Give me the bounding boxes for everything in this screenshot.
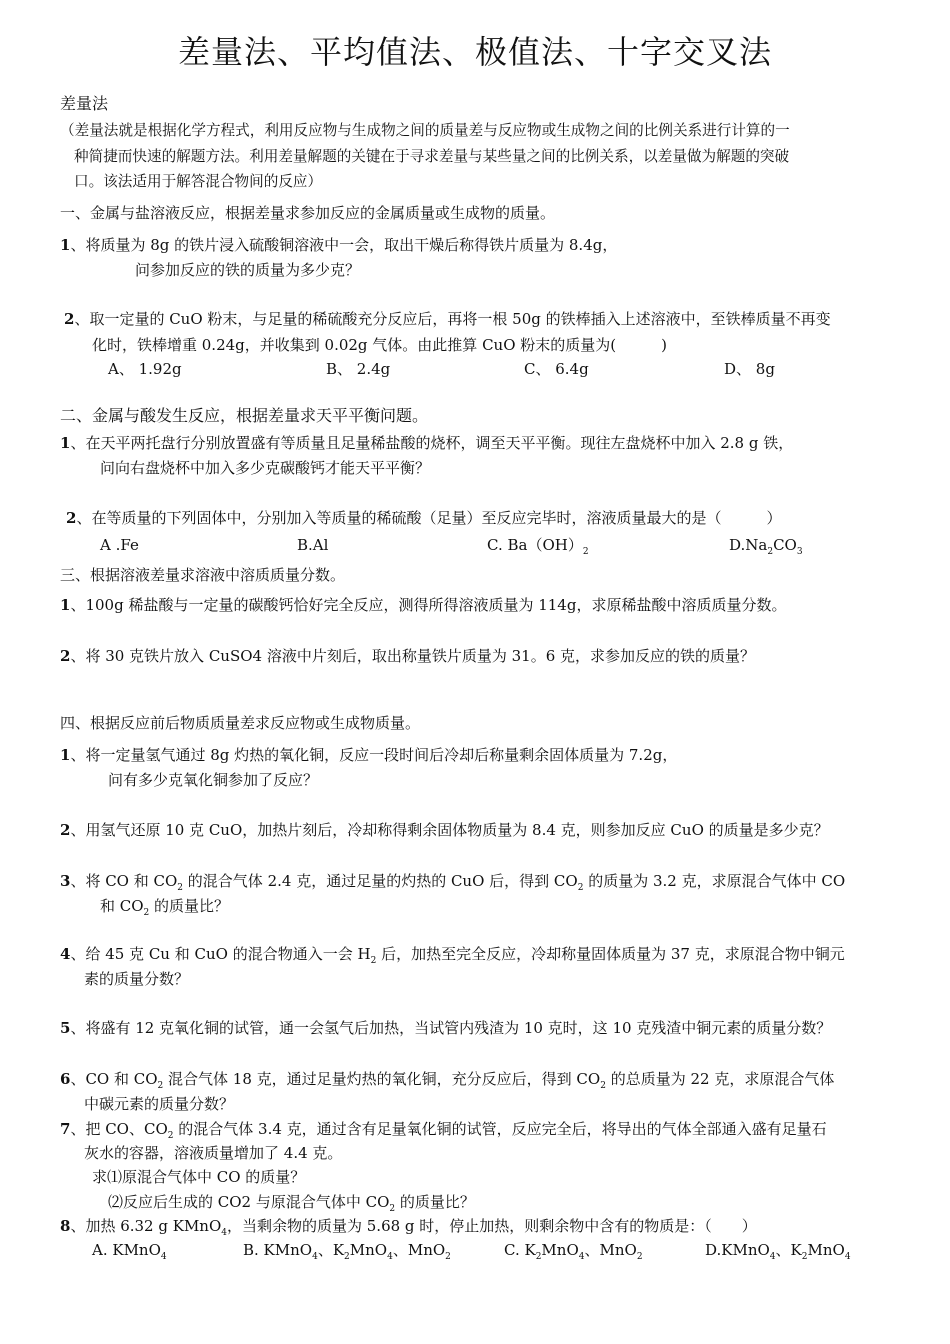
section-4-heading: 四、根据反应前后物质质量差求反应物或生成物质量。: [60, 714, 421, 732]
question-text: ⑵反应后生成的 CO2 与原混合气体中 CO: [108, 1193, 390, 1211]
intro-line-2: 种简捷而快速的解题方法。利用差量解题的关键在于寻求差量与某些量之间的比例关系，以差量做为解题的突破: [74, 148, 790, 165]
sec1-question-2: [64, 309, 831, 329]
question-text: 、将盛有 12 克氧化铜的试管，通一会氢气后加热，当试管内残渣为 10 克时，这 10 克残渣中铜元素的质量分数？: [70, 1019, 832, 1037]
question-number: 1: [60, 746, 71, 764]
question-text: 、将质量为 8g 的铁片浸入硫酸铜溶液中一会，取出干燥后称得铁片质量为 8.4g，: [70, 236, 618, 254]
sec1-question-1: [60, 235, 617, 255]
question-text: 、把 CO、CO: [70, 1120, 168, 1138]
subscript: 3: [796, 547, 803, 557]
page-title: 差量法、平均值法、极值法、十字交叉法: [177, 33, 772, 71]
subscript: 2: [370, 956, 377, 966]
sec3-question-2: [60, 646, 755, 666]
option-text: D.Na: [729, 536, 768, 554]
question-text: 、加热 6.32 g KMnO: [70, 1217, 222, 1235]
subscript: 2: [577, 883, 584, 893]
option-text: 、K: [775, 1241, 802, 1259]
option-text: MnO: [807, 1241, 845, 1259]
question-number: 3: [60, 872, 71, 890]
option-text: MnO: [349, 1241, 388, 1259]
question-text: 、取一定量的 CuO 粉末，与足量的稀硫酸充分反应后，再将一根 50g 的铁棒插入上述溶液中，至铁棒质量不再变: [74, 310, 831, 328]
subscript: 2: [157, 1081, 164, 1091]
option-text: C. K: [504, 1241, 536, 1259]
intro-line-1: （差量法就是根据化学方程式，利用反应物与生成物之间的质量差与反应物或生成物之间的比例关系进行计算的一: [60, 122, 790, 139]
question-text: 的混合气体 3.4 克，通过含有足量氧化铜的试管，反应完全后，将导出的气体全部通入盛有足量石: [173, 1120, 827, 1138]
subscript: 4: [769, 1252, 776, 1262]
option-b: B.Al: [297, 536, 329, 554]
question-text: 的质量比？: [395, 1193, 475, 1211]
question-text: 、在天平两托盘行分别放置盛有等质量且足量稀盐酸的烧杯，调至天平平衡。现往左盘烧杯中加入 2.8 g 铁，: [70, 434, 794, 452]
option-a: A .Fe: [100, 536, 139, 554]
question-number: 1: [60, 236, 71, 254]
option-text: CO: [773, 536, 797, 554]
question-text: 的总质量为 22 克，求原混合气体: [605, 1070, 835, 1088]
sec4-question-4-line-2: 素的质量分数？: [84, 970, 190, 988]
question-number: 1: [60, 596, 71, 614]
sec2-question-1: [60, 433, 793, 453]
question-text: 、给 45 克 Cu 和 CuO 的混合物通入一会 H: [70, 945, 371, 963]
sec4-question-6: [60, 1069, 834, 1089]
option-text: D.KMnO: [705, 1241, 770, 1259]
option-text: C. Ba（OH）: [487, 536, 583, 554]
option-b: B、 2.4g: [326, 360, 391, 378]
sec4-question-7: [60, 1119, 827, 1139]
section-3-heading: 三、根据溶液差量求溶液中溶质质量分数。: [60, 566, 346, 584]
subscript: 4: [160, 1252, 167, 1262]
sec1-question-2-line-2: 化时，铁棒增重 0.24g，并收集到 0.02g 气体。由此推算 CuO 粉末的质量为( ): [92, 336, 667, 354]
subscript: 2: [582, 547, 589, 557]
question-text: 的混合气体 2.4 克，通过足量的灼热的 CuO 后，得到 CO: [183, 872, 578, 890]
sec4-question-1: [60, 745, 677, 765]
option-a: A、 1.92g: [108, 360, 182, 378]
sec4-question-7-line-4: [108, 1192, 475, 1212]
subscript: 2: [344, 1252, 350, 1262]
question-number: 1: [60, 434, 71, 452]
sec4-question-6-line-2: 中碳元素的质量分数？: [84, 1095, 235, 1113]
option-text: 、K: [317, 1241, 345, 1259]
question-number: 2: [60, 647, 71, 665]
option-text: 、MnO: [584, 1241, 637, 1259]
sec4-question-3-line-2: [100, 896, 229, 916]
question-text: 、100g 稀盐酸与一定量的碳酸钙恰好完全反应，测得所得溶液质量为 114g，求原稀盐酸中溶质质量分数。: [70, 596, 787, 614]
option-c: [504, 1240, 643, 1260]
subscript: 2: [177, 883, 184, 893]
question-text: 、在等质量的下列固体中，分别加入等质量的稀硫酸（足量）至反应完毕时，溶液质量最大的是（ ）: [76, 509, 782, 527]
option-text: MnO: [541, 1241, 579, 1259]
section-1-heading: 一、金属与盐溶液反应，根据差量求参加反应的金属质量或生成物的质量。: [60, 204, 556, 222]
intro-line-3: 口。该法适用于解答混合物间的反应）: [74, 173, 323, 190]
question-number: 2: [60, 821, 71, 839]
question-number: 4: [60, 945, 71, 963]
option-a: [92, 1240, 167, 1260]
option-c: [487, 535, 589, 555]
option-d: D、 8g: [724, 360, 775, 378]
sec3-question-1: [60, 595, 786, 615]
question-number: 2: [64, 310, 75, 328]
sec4-question-7-line-3: 求⑴原混合气体中 CO 的质量？: [92, 1168, 306, 1186]
subscript: 2: [445, 1252, 451, 1262]
question-text: 、将 30 克铁片放入 CuSO4 溶液中片刻后，取出称量铁片质量为 31。6 克，求参加反应的铁的质量？: [70, 647, 756, 665]
subscript: 2: [600, 1081, 606, 1091]
subscript: 4: [578, 1252, 585, 1262]
sec4-question-1-line-2: 问有多少克氧化铜参加了反应？: [108, 771, 319, 789]
question-text: 、将一定量氢气通过 8g 灼热的氧化铜，反应一段时间后冷却后称量剩余固体质量为 7.2g，: [70, 746, 678, 764]
subscript: 2: [535, 1252, 542, 1262]
question-text: ，当剩余物的质量为 5.68 g 时，停止加热，则剩余物中含有的物质是：（ ）: [227, 1217, 757, 1235]
question-text: 、CO 和 CO: [70, 1070, 158, 1088]
subscript: 2: [636, 1252, 643, 1262]
question-text: 的质量比？: [149, 897, 230, 915]
question-number: 2: [66, 509, 77, 527]
intro-heading: 差量法: [60, 94, 109, 113]
option-d: [729, 535, 803, 555]
sec4-question-2: [60, 820, 829, 840]
subscript: 4: [387, 1252, 393, 1262]
subscript: 2: [801, 1252, 808, 1262]
question-text: 、将 CO 和 CO: [70, 872, 178, 890]
subscript: 2: [167, 1131, 174, 1141]
option-text: 、MnO: [392, 1241, 446, 1259]
section-2-heading: 二、金属与酸发生反应，根据差量求天平平衡问题。: [60, 406, 429, 425]
subscript: 2: [767, 547, 774, 557]
question-number: 7: [60, 1120, 71, 1138]
subscript: 2: [143, 908, 150, 918]
subscript: 4: [312, 1252, 318, 1262]
question-text: 和 CO: [100, 897, 144, 915]
question-text: 后，加热至完全反应，冷却称量固体质量为 37 克，求原混合物中铜元: [376, 945, 845, 963]
sec4-question-3: [60, 871, 845, 891]
option-d: [705, 1240, 851, 1260]
subscript: 2: [389, 1204, 396, 1214]
option-b: [243, 1240, 451, 1260]
sec2-question-1-line-2: 问向右盘烧杯中加入多少克碳酸钙才能天平平衡？: [100, 459, 431, 477]
question-text: 混合气体 18 克，通过足量灼热的氧化铜，充分反应后，得到 CO: [163, 1070, 601, 1088]
subscript: 4: [221, 1228, 227, 1238]
question-number: 6: [60, 1070, 71, 1088]
option-c: C、 6.4g: [524, 360, 589, 378]
sec1-question-1-line-2: 问参加反应的铁的质量为多少克？: [135, 261, 361, 279]
question-text: 的质量为 3.2 克，求原混合气体中 CO: [583, 872, 846, 890]
subscript: 4: [844, 1252, 851, 1262]
sec4-question-4: [60, 944, 845, 964]
question-text: 、用氢气还原 10 克 CuO，加热片刻后，冷却称得剩余固体物质量为 8.4 克，则参加反应 CuO 的质量是多少克？: [70, 821, 829, 839]
sec4-question-8: [60, 1216, 757, 1236]
question-number: 5: [60, 1019, 71, 1037]
sec4-question-7-line-2: 灰水的容器，溶液质量增加了 4.4 克。: [84, 1144, 343, 1162]
option-text: B. KMnO: [243, 1241, 313, 1259]
question-number: 8: [60, 1217, 71, 1235]
sec4-question-5: [60, 1018, 831, 1038]
option-text: A. KMnO: [92, 1241, 161, 1259]
sec2-question-2: [66, 508, 781, 528]
